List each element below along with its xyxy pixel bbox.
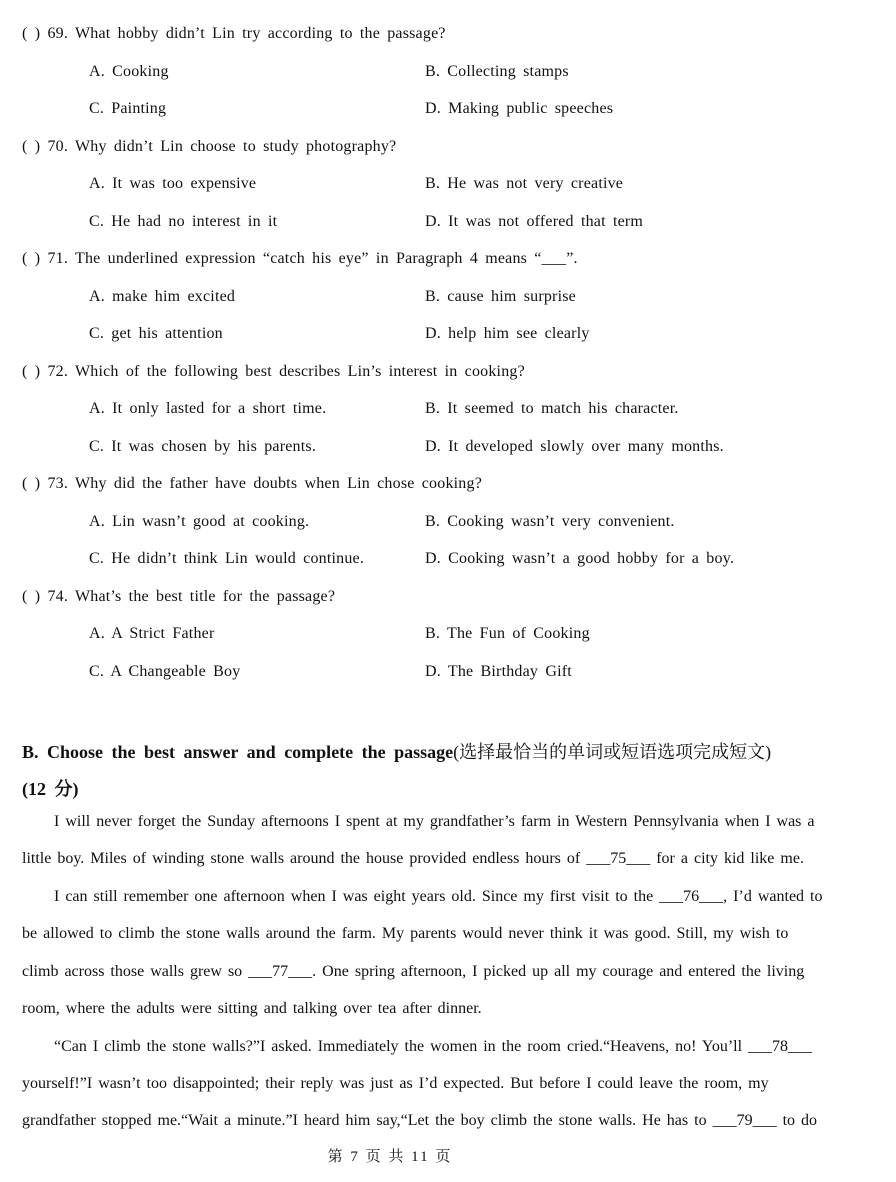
option-c: C. It was chosen by his parents. bbox=[89, 438, 317, 455]
option-a: A. It only lasted for a short time. bbox=[89, 400, 327, 417]
section-score: (12 分) bbox=[22, 779, 79, 799]
section-heading-cn: (选择最恰当的单词或短语选项完成短文) bbox=[453, 742, 772, 762]
option-d: D. It developed slowly over many months. bbox=[425, 438, 724, 455]
passage-line: be allowed to climb the stone walls around the farm. My parents would never think it was good. Still, my wish to bbox=[22, 925, 789, 942]
option-a: A. A Strict Father bbox=[89, 625, 215, 642]
option-b: B. Collecting stamps bbox=[425, 63, 569, 80]
option-b: B. It seemed to match his character. bbox=[425, 400, 679, 417]
question-stem: ( ) 74. What’s the best title for the passage? bbox=[22, 588, 336, 605]
passage-line: “Can I climb the stone walls?”I asked. Immediately the women in the room cried.“Heavens, no! You’ll ___78___ bbox=[54, 1038, 813, 1055]
passage-line: I will never forget the Sunday afternoons I spent at my grandfather’s farm in Western Pennsylvania when I was a bbox=[54, 813, 815, 830]
question-stem: ( ) 73. Why did the father have doubts when Lin chose cooking? bbox=[22, 475, 482, 492]
option-d: D. help him see clearly bbox=[425, 325, 590, 342]
page-number: 第 7 页 共 11 页 bbox=[327, 1149, 453, 1165]
passage-line: yourself!”I wasn’t too disappointed; their reply was just as I’d expected. But before I could leave the room, my bbox=[22, 1075, 769, 1092]
option-c: C. He had no interest in it bbox=[89, 213, 278, 230]
option-c: C. A Changeable Boy bbox=[89, 663, 241, 680]
section-heading bbox=[22, 738, 771, 764]
question-stem: ( ) 69. What hobby didn’t Lin try according to the passage? bbox=[22, 25, 446, 42]
option-c: C. Painting bbox=[89, 100, 167, 117]
option-a: A. make him excited bbox=[89, 288, 236, 305]
passage-line: grandfather stopped me.“Wait a minute.”I heard him say,“Let the boy climb the stone walls. He has to ___79___ to do bbox=[22, 1112, 818, 1129]
question-stem: ( ) 70. Why didn’t Lin choose to study photography? bbox=[22, 138, 397, 155]
section-heading-en: B. Choose the best answer and complete the passage bbox=[22, 742, 454, 762]
option-d: D. Cooking wasn’t a good hobby for a boy. bbox=[425, 550, 735, 567]
passage-line: little boy. Miles of winding stone walls around the house provided endless hours of ___75___ for a city kid like me. bbox=[22, 850, 804, 867]
question-stem: ( ) 71. The underlined expression “catch his eye” in Paragraph 4 means “___”. bbox=[22, 250, 578, 267]
option-a: A. Lin wasn’t good at cooking. bbox=[89, 513, 310, 530]
passage-line: climb across those walls grew so ___77___. One spring afternoon, I picked up all my courage and entered the living bbox=[22, 963, 805, 980]
option-b: B. Cooking wasn’t very convenient. bbox=[425, 513, 675, 530]
option-a: A. It was too expensive bbox=[89, 175, 257, 192]
option-d: D. It was not offered that term bbox=[425, 213, 644, 230]
option-d: D. The Birthday Gift bbox=[425, 663, 572, 680]
option-c: C. get his attention bbox=[89, 325, 223, 342]
question-stem: ( ) 72. Which of the following best describes Lin’s interest in cooking? bbox=[22, 363, 525, 380]
option-b: B. He was not very creative bbox=[425, 175, 624, 192]
option-d: D. Making public speeches bbox=[425, 100, 614, 117]
passage-line: I can still remember one afternoon when I was eight years old. Since my first visit to the ___76___, I’d wanted to bbox=[54, 888, 823, 905]
passage-line: room, where the adults were sitting and talking over tea after dinner. bbox=[22, 1000, 482, 1017]
option-a: A. Cooking bbox=[89, 63, 169, 80]
option-b: B. The Fun of Cooking bbox=[425, 625, 590, 642]
option-b: B. cause him surprise bbox=[425, 288, 576, 305]
option-c: C. He didn’t think Lin would continue. bbox=[89, 550, 365, 567]
